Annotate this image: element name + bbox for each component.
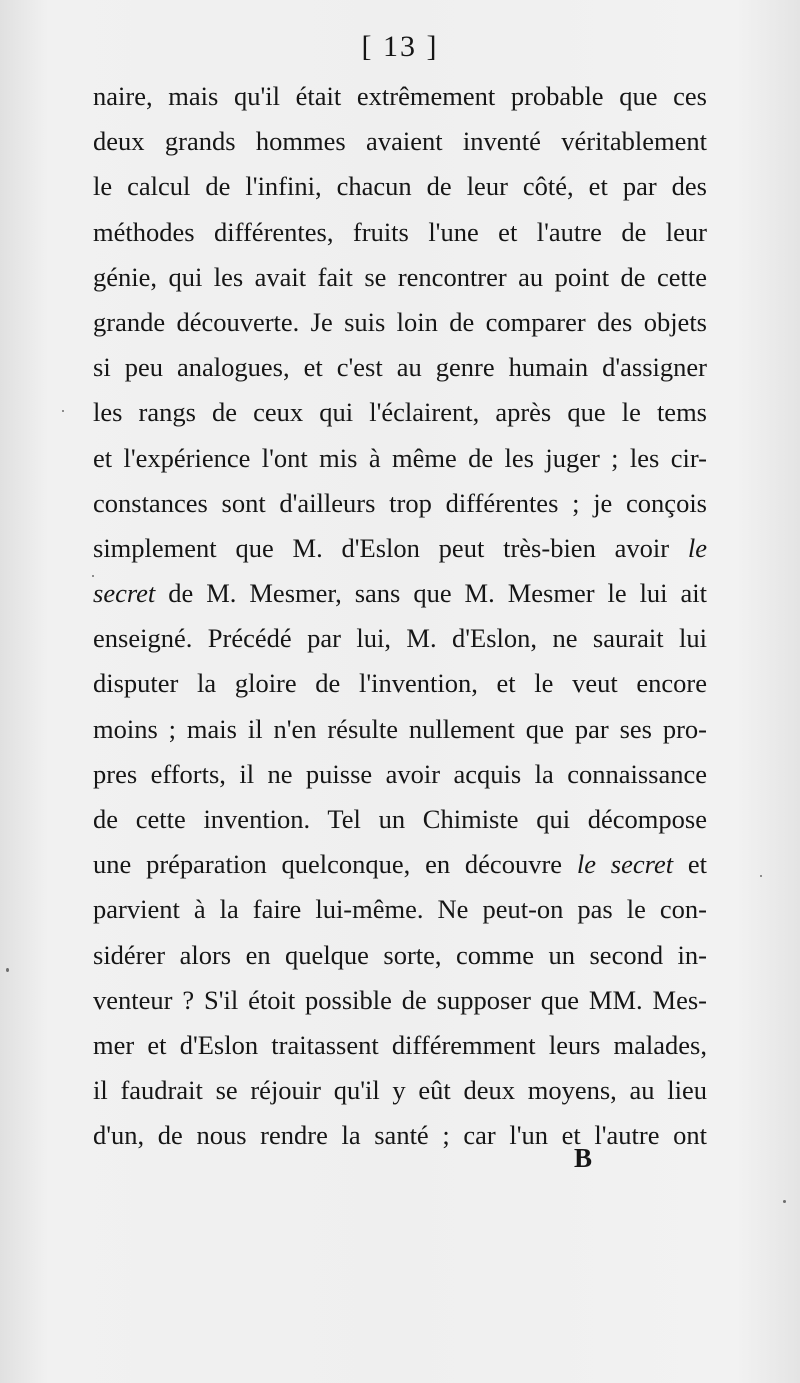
text-line: parvient à la faire lui-même. Ne peut-on pas le con- <box>93 894 707 925</box>
paper-speck <box>760 875 762 877</box>
text-line: génie, qui les avait fait se rencontrer au point de cette <box>93 261 707 292</box>
paper-speck <box>783 1200 786 1203</box>
text-line: méthodes différentes, fruits l'une et l'autre de leur <box>93 216 707 247</box>
text-line: secret de M. Mesmer, sans que M. Mesmer le lui ait <box>93 578 707 609</box>
page-number-header: [ 13 ] <box>361 30 439 63</box>
text-line: deux grands hommes avaient inventé véritablement <box>93 126 707 157</box>
signature-mark: B <box>574 1143 593 1173</box>
paper-speck <box>62 410 64 412</box>
text-line: enseigné. Précédé par lui, M. d'Eslon, ne saurait lui <box>93 623 707 654</box>
text-line: le calcul de l'infini, chacun de leur côté, et par des <box>93 171 707 202</box>
text-line: sidérer alors en quelque sorte, comme un second in- <box>93 939 707 970</box>
text-line: si peu analogues, et c'est au genre humain d'assigner <box>93 352 707 383</box>
paper-speck <box>6 968 9 972</box>
text-line: il faudrait se réjouir qu'il y eût deux moyens, au lieu <box>93 1075 707 1106</box>
text-line: moins ; mais il n'en résulte nullement que par ses pro- <box>93 713 707 744</box>
text-line: naire, mais qu'il était extrêmement probable que ces <box>93 81 707 111</box>
text-line: venteur ? S'il étoit possible de supposer que MM. Mes- <box>93 984 707 1015</box>
text-line: grande découverte. Je suis loin de comparer des objets <box>93 306 707 337</box>
text-line: d'un, de nous rendre la santé ; car l'un et l'autre ont <box>93 1120 707 1151</box>
text-line: constances sont d'ailleurs trop différentes ; je conçois <box>93 487 707 518</box>
text-line: de cette invention. Tel un Chimiste qui décompose <box>93 804 707 834</box>
body-text <box>93 74 707 1159</box>
text-line: pres efforts, il ne puisse avoir acquis la connaissance <box>93 758 707 789</box>
text-line: mer et d'Eslon traitassent différemment leurs malades, <box>93 1029 707 1060</box>
text-line: une préparation quelconque, en découvre le secret et <box>93 849 707 880</box>
text-line: et l'expérience l'ont mis à même de les juger ; les cir- <box>93 442 707 473</box>
text-line: simplement que M. d'Eslon peut très-bien avoir le <box>93 532 707 563</box>
text-line: les rangs de ceux qui l'éclairent, après que le tems <box>93 397 707 428</box>
text-line: disputer la gloire de l'invention, et le veut encore <box>93 668 707 699</box>
